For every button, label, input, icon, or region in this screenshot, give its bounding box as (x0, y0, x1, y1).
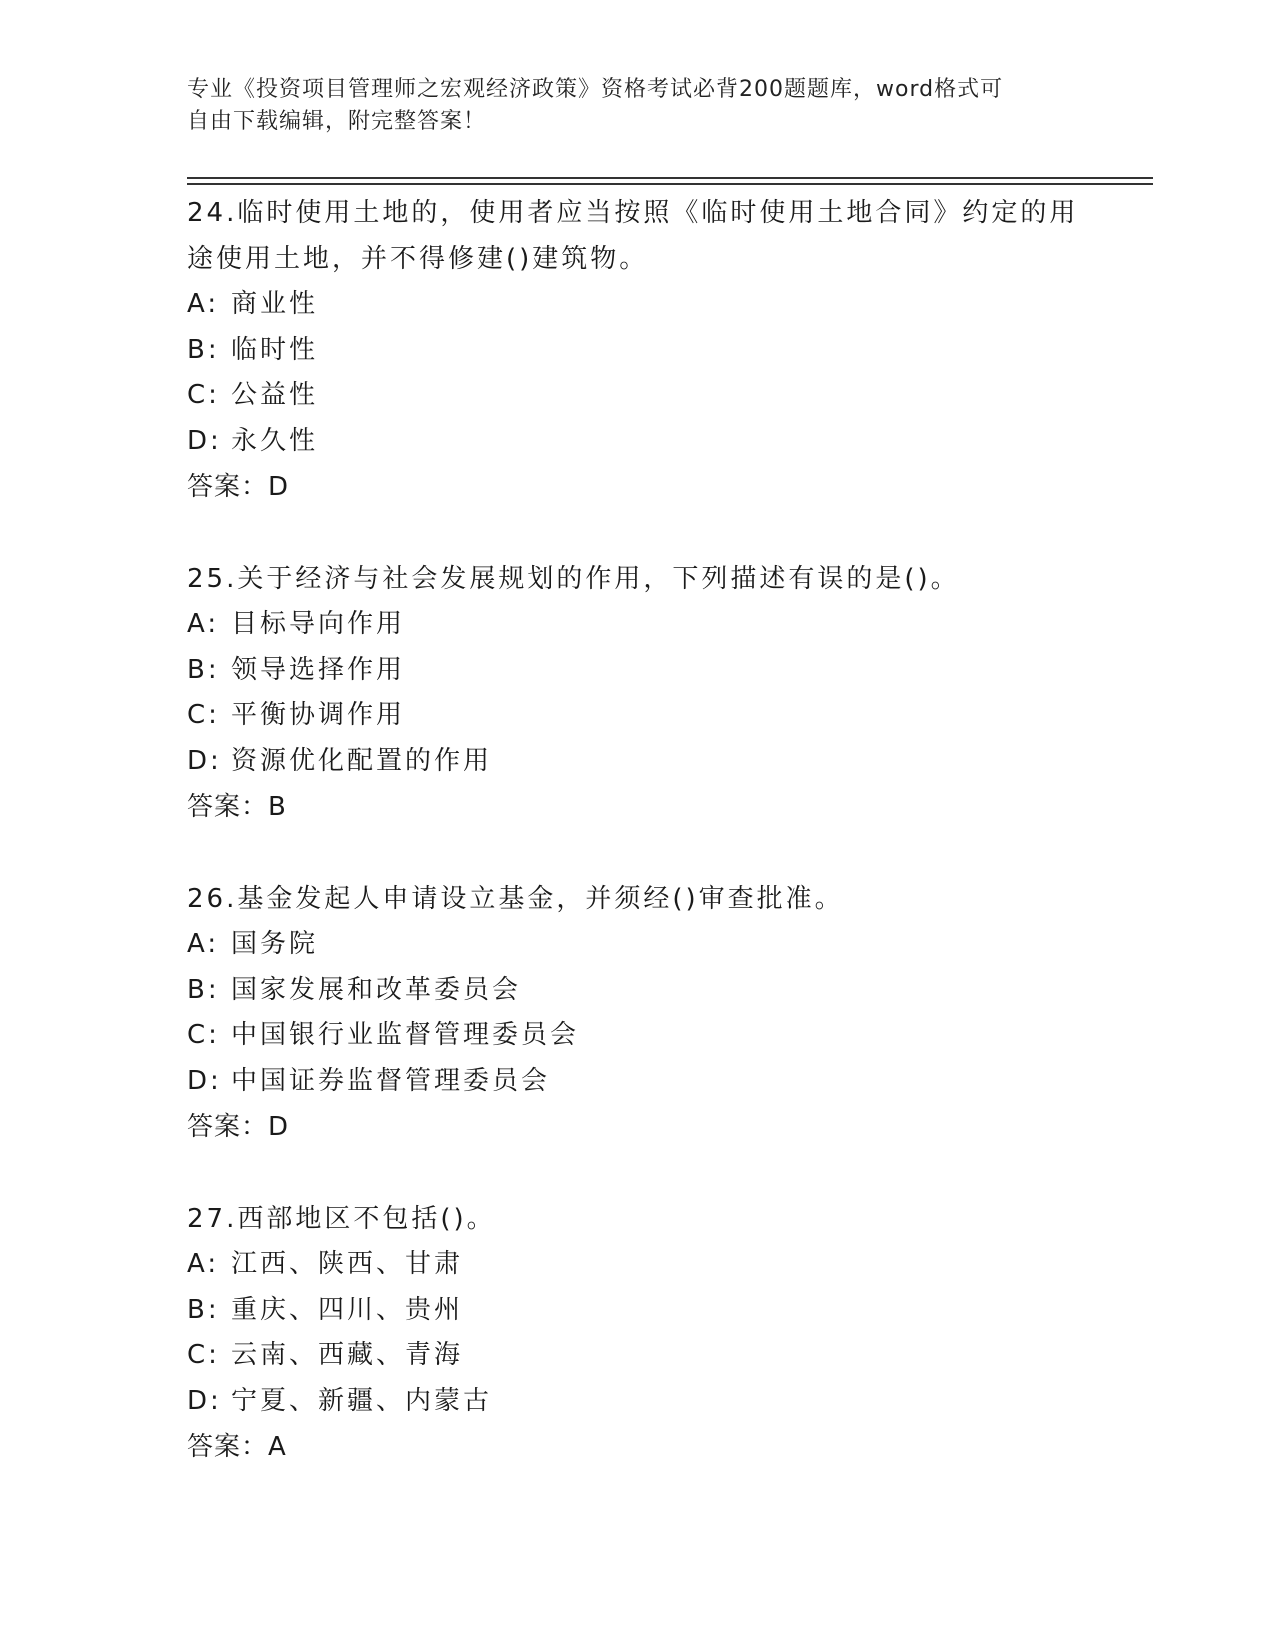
option-d (187, 1059, 1087, 1105)
option-key: A: (187, 929, 220, 959)
question-list (187, 190, 1087, 1516)
option-text: 领导选择作用 (231, 654, 406, 685)
question-24 (187, 190, 1087, 510)
option-a (187, 1242, 1087, 1288)
option-text: 重庆、四川、贵州 (231, 1294, 464, 1325)
option-d (187, 1379, 1087, 1425)
option-key: A: (187, 289, 220, 319)
option-key: D: (187, 1065, 222, 1096)
option-text: 宁夏、新疆、内蒙古 (231, 1385, 493, 1416)
answer: 答案：D (187, 1112, 290, 1142)
option-key: B: (187, 654, 220, 685)
option-d (187, 739, 1087, 785)
option-b (187, 648, 1087, 694)
option-text: 资源优化配置的作用 (231, 745, 493, 776)
option-text: 临时性 (231, 334, 319, 365)
option-text: 公益性 (231, 380, 319, 410)
document-header (187, 74, 1067, 138)
option-c (187, 693, 1087, 739)
answer: 答案：D (187, 472, 290, 502)
option-a (187, 922, 1087, 968)
option-b (187, 328, 1087, 374)
question-26 (187, 876, 1087, 1150)
option-d (187, 419, 1087, 465)
option-text: 中国证券监督管理委员会 (231, 1065, 551, 1096)
option-text: 平衡协调作用 (231, 700, 406, 730)
option-key: C: (187, 700, 220, 730)
question-25 (187, 556, 1087, 830)
option-c (187, 1013, 1087, 1059)
question-stem: 24.临时使用土地的，使用者应当按照《临时使用土地合同》约定的用途使用土地，并不得修建()建筑物。 (187, 198, 1079, 274)
option-key: C: (187, 380, 220, 410)
option-b (187, 1288, 1087, 1334)
option-key: D: (187, 425, 222, 456)
question-stem: 27.西部地区不包括()。 (187, 1204, 496, 1234)
header-line-1: 专业《投资项目管理师之宏观经济政策》资格考试必背200题题库，word格式可 (187, 77, 1004, 102)
option-a (187, 602, 1087, 648)
option-key: A: (187, 1249, 220, 1279)
answer: 答案：A (187, 1432, 287, 1462)
option-b (187, 968, 1087, 1014)
question-27 (187, 1196, 1087, 1470)
option-text: 商业性 (231, 289, 319, 319)
option-key: D: (187, 745, 222, 776)
question-stem: 25.关于经济与社会发展规划的作用，下列描述有误的是()。 (187, 564, 960, 594)
option-c (187, 1333, 1087, 1379)
answer: 答案：B (187, 792, 287, 822)
option-text: 永久性 (231, 425, 319, 456)
option-text: 云南、西藏、青海 (231, 1340, 464, 1370)
option-c (187, 373, 1087, 419)
option-text: 国家发展和改革委员会 (231, 974, 522, 1005)
option-text: 国务院 (231, 929, 319, 959)
option-a (187, 282, 1087, 328)
header-divider-top (187, 177, 1153, 179)
option-key: A: (187, 609, 220, 639)
option-text: 中国银行业监督管理委员会 (231, 1020, 580, 1050)
option-key: B: (187, 974, 220, 1005)
option-key: D: (187, 1385, 222, 1416)
option-text: 目标导向作用 (231, 609, 406, 639)
header-line-2: 自由下载编辑，附完整答案！ (187, 109, 487, 134)
header-divider-bottom (187, 183, 1153, 185)
option-key: C: (187, 1020, 220, 1050)
option-text: 江西、陕西、甘肃 (231, 1249, 464, 1279)
option-key: B: (187, 334, 220, 365)
option-key: B: (187, 1294, 220, 1325)
question-stem: 26.基金发起人申请设立基金，并须经()审查批准。 (187, 884, 844, 914)
option-key: C: (187, 1340, 220, 1370)
